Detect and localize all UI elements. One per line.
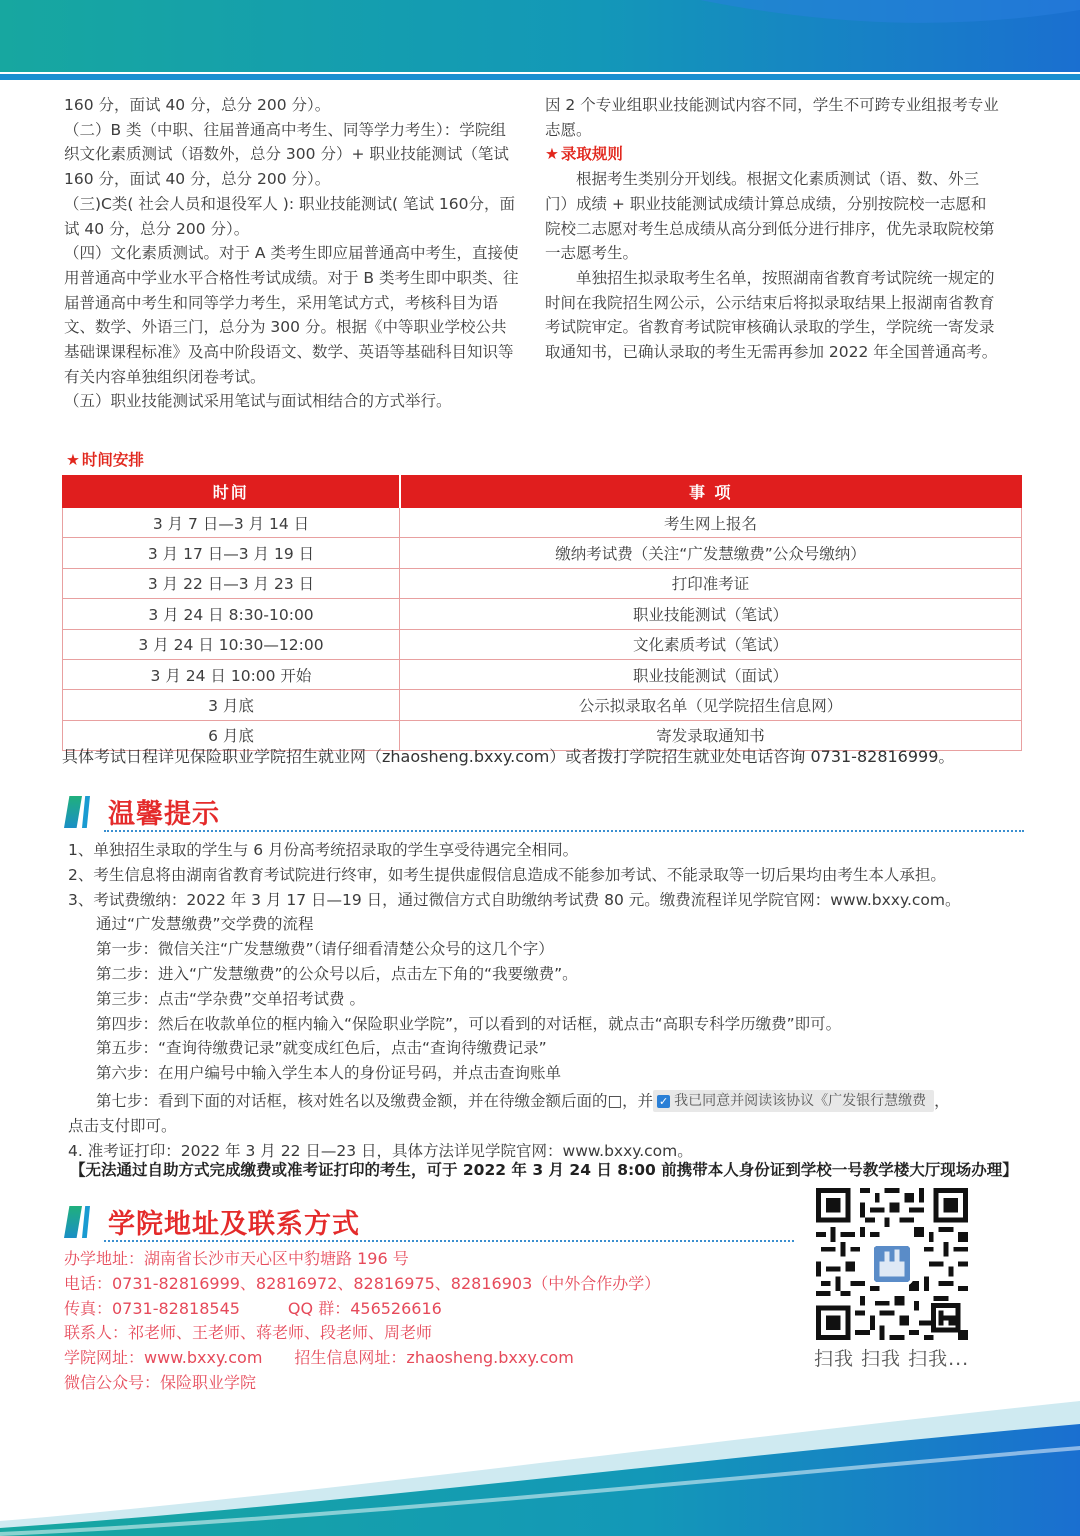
row-time: 6 月底	[63, 720, 400, 750]
row-time: 3 月 24 日 8:30-10:00	[63, 599, 400, 629]
table-row	[63, 629, 1022, 659]
payment-step: 第六步：在用户编号中输入学生本人的身份证号码，并点击查询账单	[96, 1064, 562, 1083]
left-para-2: （二）B 类（中职、往届普通高中考生、同等学力考生）：学院组织文化素质测试（语数外，总分 300 分）+ 职业技能测试（笔试 160 分，面试 40 分，总分 200 分）。	[64, 120, 509, 189]
agreement-checkbox-image	[653, 1090, 934, 1112]
row-time: 3 月 24 日 10:30—12:00	[63, 629, 400, 659]
row-item: 文化素质考试（笔试）	[400, 629, 1022, 659]
tip-item: 2、考生信息将由湖南省教育考试院进行终审，如考生提供虚假信息造成不能参加考试、不能录取等一切后果均由考生本人承担。	[68, 865, 946, 884]
contact-websites: 学院网址：www.bxxy.com 招生信息网址：zhaosheng.bxxy.com	[64, 1348, 574, 1368]
right-text-column	[545, 93, 1000, 365]
row-item: 考生网上报名	[400, 508, 1022, 538]
table-row	[63, 599, 1022, 629]
schedule-heading	[66, 448, 144, 470]
contact-title: 学院地址及联系方式	[108, 1209, 360, 1240]
header-time: 时间	[63, 476, 400, 508]
admission-rules-title: 录取规则	[560, 145, 623, 164]
step7-suffix: ，	[934, 1091, 950, 1110]
table-row	[63, 538, 1022, 568]
tip-item: 1、单独招生录取的学生与 6 月份高考统招录取的学生享受待遇完全相同。	[68, 841, 579, 859]
payment-step: 第五步：“查询待缴费记录”就变成红色后，点击“查询待缴费记录”	[96, 1039, 547, 1058]
bottom-banner	[0, 1346, 1080, 1536]
offline-handling-note: 【无法通过自助方式完成缴费或准考证打印的考生，可于 2022 年 3 月 24 日 8:00 前携带本人身份证到学校一号教学楼大厅现场办理】	[70, 1161, 1018, 1179]
contact-wechat: 微信公众号：保险职业学院	[64, 1372, 257, 1392]
row-item: 公示拟录取名单（见学院招生信息网）	[400, 690, 1022, 720]
left-text-column	[64, 93, 519, 414]
payment-step-7	[68, 1089, 1028, 1114]
table-row	[63, 568, 1022, 598]
row-item: 打印准考证	[400, 568, 1022, 598]
payment-step: 第一步：微信关注“广发慧缴费”（请仔细看清楚公众号的这几个字）	[96, 940, 554, 959]
header-item: 事 项	[400, 476, 1022, 508]
row-item: 寄发录取通知书	[400, 720, 1022, 750]
table-row	[63, 659, 1022, 689]
contact-phone: 电话：0731-82816999、82816972、82816975、82816903（中外合作办学）	[64, 1273, 661, 1293]
section-bar-accent	[82, 1206, 90, 1238]
right-para-2: 单独招生拟录取考生名单，按照湖南省教育考试院统一规定的时间在我院招生网公示，公示结束后将拟录取结果上报湖南省教育考试院审定。省教育考试院审核确认录取的学生，学院统一寄发录取通知书，已确认录取的考生无需再参加 2022 年全国普通高考。	[545, 268, 998, 362]
tip-item: 3、考试费缴纳：2022 年 3 月 17 日—19 日，通过微信方式自助缴纳考试费 80 元。缴费流程详见学院官网：www.bxxy.com。	[68, 890, 961, 909]
row-time: 3 月 22 日—3 月 23 日	[63, 568, 400, 598]
contact-address: 办学地址：湖南省长沙市天心区中豹塘路 196 号	[64, 1249, 409, 1268]
row-item: 职业技能测试（面试）	[400, 659, 1022, 689]
left-para-1: 160 分，面试 40 分，总分 200 分）。	[64, 96, 331, 114]
star-icon: ★	[66, 451, 80, 469]
row-item: 缴纳考试费（关注“广发慧缴费”公众号缴纳）	[400, 538, 1022, 568]
row-time: 3 月 24 日 10:00 开始	[63, 659, 400, 689]
section-bar-icon	[64, 1206, 82, 1238]
contact-persons: 联系人：祁老师、王老师、蒋老师、段老师、周老师	[64, 1323, 433, 1343]
schedule-note: 具体考试日程详见保险职业学院招生就业网（zhaosheng.bxxy.com）或者拨打学院招生就业处电话咨询 0731-82816999。	[62, 747, 955, 766]
table-row	[63, 690, 1022, 720]
payment-step: 第三步：点击“学杂费”交单招考试费 。	[96, 989, 365, 1008]
tips-title: 温馨提示	[108, 799, 220, 830]
dotted-divider	[104, 830, 1024, 832]
right-intro: 因 2 个专业组职业技能测试内容不同，学生不可跨专业组报考专业志愿。	[545, 96, 999, 139]
dotted-divider	[104, 1240, 794, 1242]
section-bar-icon	[64, 796, 82, 828]
row-time: 3 月 7 日—3 月 14 日	[63, 508, 400, 538]
row-time: 3 月 17 日—3 月 19 日	[63, 538, 400, 568]
tip-item: 4. 准考证打印：2022 年 3 月 22 日—23 日，具体方法详见学院官网：www.bxxy.com。	[68, 1141, 693, 1160]
qr-caption: 扫我 扫我 扫我...	[814, 1348, 970, 1370]
schedule-table	[62, 475, 1022, 751]
tips-list	[68, 838, 1028, 1163]
row-item: 职业技能测试（笔试）	[400, 599, 1022, 629]
admission-rules-heading	[545, 142, 1000, 167]
payment-flow-title: 通过“广发慧缴费”交学费的流程	[96, 915, 314, 934]
checkbox-checked-icon: ✓	[659, 1095, 669, 1109]
contact-fax-qq: 传真：0731-82818545 QQ 群：456526616	[64, 1298, 442, 1318]
agreement-text: 我已同意并阅读该协议《广发银行慧缴费	[674, 1093, 927, 1110]
qr-code-image[interactable]	[814, 1188, 970, 1340]
payment-step-7-end: 点击支付即可。	[68, 1116, 177, 1135]
left-para-5: （五）职业技能测试采用笔试与面试相结合的方式举行。	[64, 392, 452, 411]
left-para-3: （三)C类( 社会人员和退役军人 ): 职业技能测试( 笔试 160分，面试 40 分，总分 200 分）。	[64, 194, 515, 238]
schedule-title: 时间安排	[81, 451, 144, 469]
top-banner	[0, 0, 1080, 86]
left-para-4: （四）文化素质测试。对于 A 类考生即应届普通高中考生，直接使用普通高中学业水平合格性考试成绩。对于 B 类考生即中职类、往届普通高中考生和同等学力考生，采用笔试方式，考核科目为语文、数学、外语三门，总分为 300 分。根据《中等职业学校公共基础课课程标准》及高中阶段语文、数学、英语等基础科目知识等有关内容单独组织闭卷考试。	[64, 244, 519, 386]
section-bar-accent	[82, 796, 90, 828]
payment-step: 第二步：进入“广发慧缴费”的公众号以后，点击左下角的“我要缴费”。	[96, 964, 578, 983]
step7-text: 第七步：看到下面的对话框，核对姓名以及缴费金额，并在待缴金额后面的□，并	[96, 1091, 654, 1110]
right-para-1: 根据考生类别分开划线。根据文化素质测试（语、数、外三门）成绩 + 职业技能测试成绩计算总成绩，分别按院校一志愿和院校二志愿对考生总成绩从高分到低分进行排序，优先录取院校第一志愿考生。	[545, 170, 995, 263]
table-row	[63, 508, 1022, 538]
row-time: 3 月底	[63, 690, 400, 720]
payment-step: 第四步：然后在收款单位的框内输入“保险职业学院”，可以看到的对话框，就点击“高职专科学历缴费”即可。	[96, 1014, 842, 1033]
table-header-row	[63, 476, 1022, 508]
star-icon: ★	[545, 145, 559, 164]
